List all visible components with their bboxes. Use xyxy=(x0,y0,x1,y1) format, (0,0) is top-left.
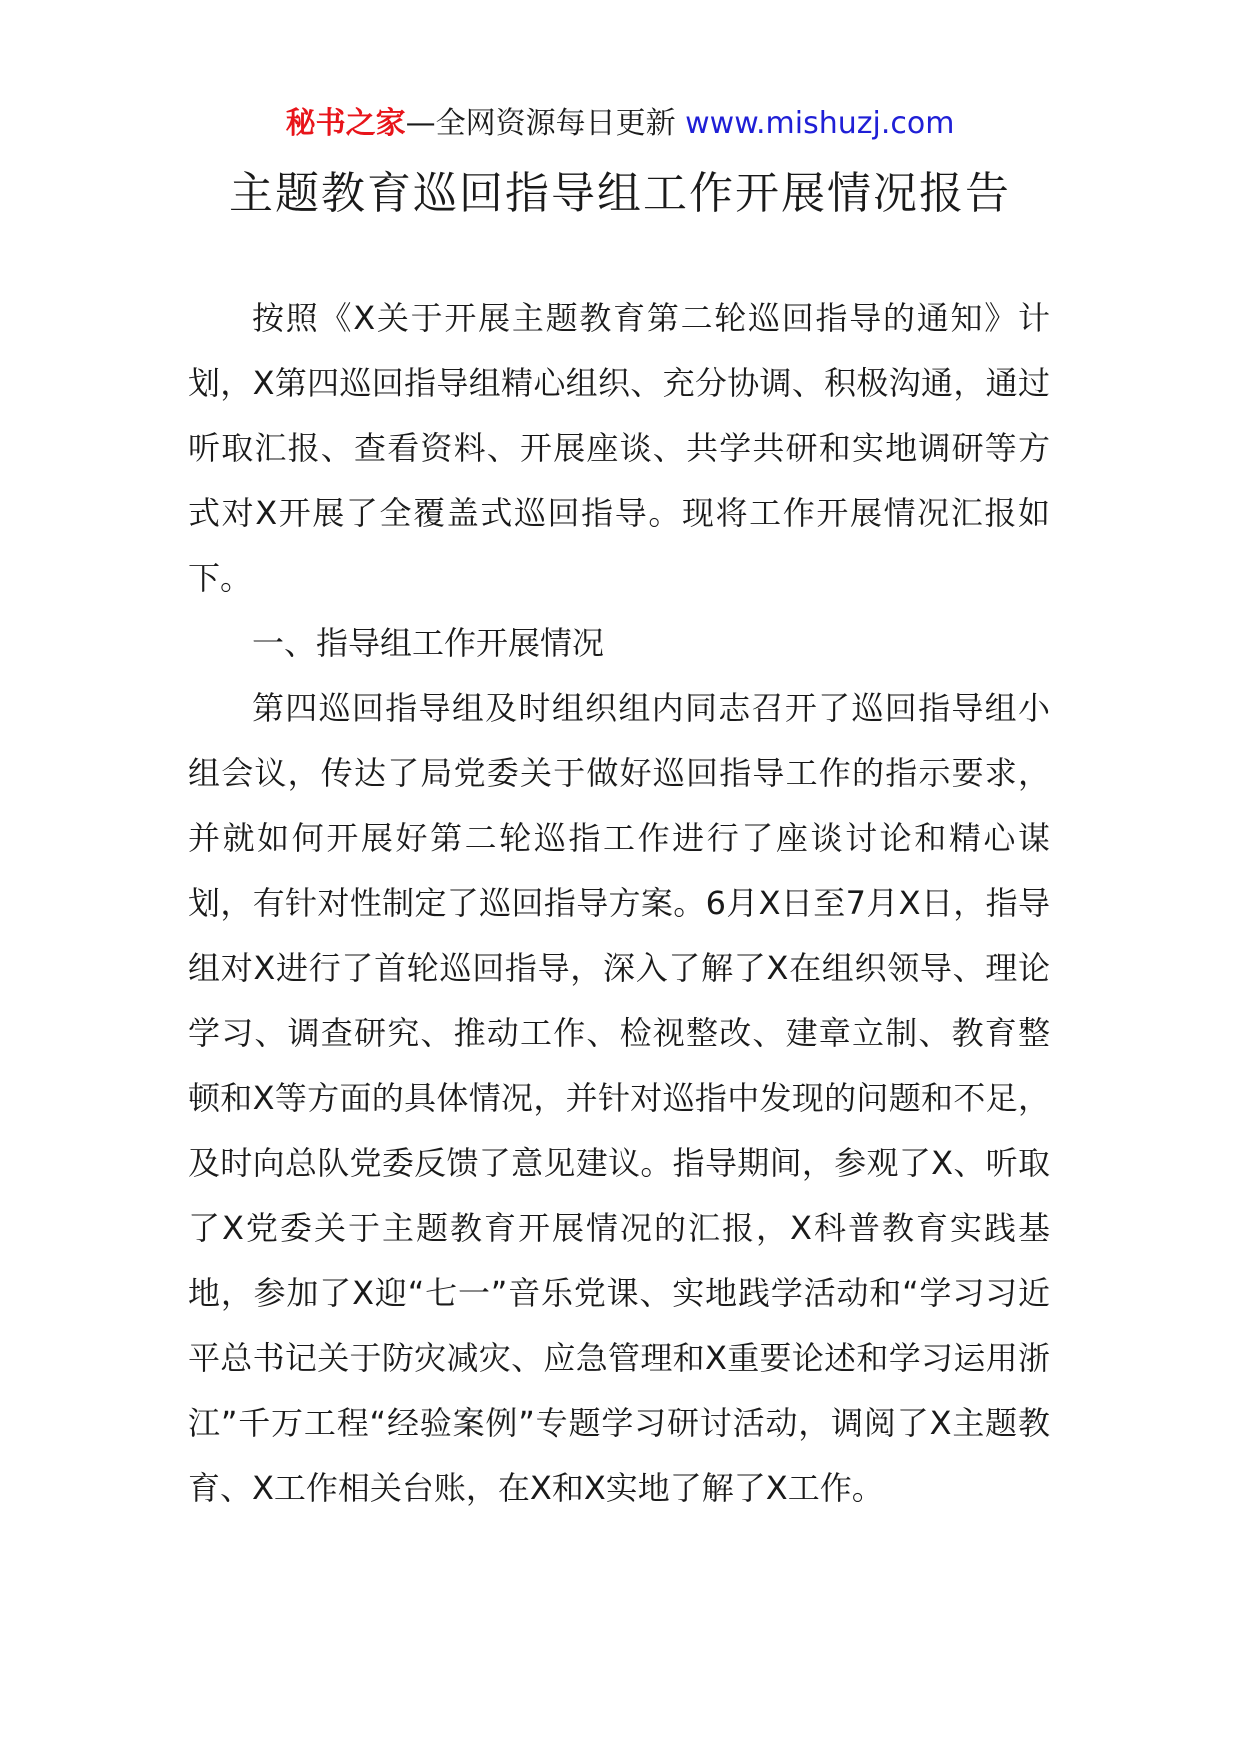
site-url-link[interactable]: www.mishuzj.com xyxy=(685,106,955,141)
header-tagline: —全网资源每日更新 xyxy=(405,106,676,141)
document-body xyxy=(188,286,1050,1521)
header-banner xyxy=(0,104,1240,144)
intro-paragraph: 按照《X关于开展主题教育第二轮巡回指导的通知》计划，X第四巡回指导组精心组织、充分协调、积极沟通，通过听取汇报、查看资料、开展座谈、共学共研和实地调研等方式对X开展了全覆盖式巡回指导。现将工作开展情况汇报如下。 xyxy=(188,299,1050,597)
section-heading: 一、指导组工作开展情况 xyxy=(252,624,605,662)
document-title: 主题教育巡回指导组工作开展情况报告 xyxy=(229,168,1011,219)
brand-name: 秘书之家 xyxy=(285,106,406,141)
body-paragraph: 第四巡回指导组及时组织组内同志召开了巡回指导组小组会议，传达了局党委关于做好巡回指导工作的指示要求，并就如何开展好第二轮巡指工作进行了座谈讨论和精心谋划，有针对性制定了巡回指导方案。6月X日至7月X日，指导组对X进行了首轮巡回指导，深入了解了X在组织领导、理论学习、调查研究、推动工作、检视整改、建章立制、教育整顿和X等方面的具体情况，并针对巡指中发现的问题和不足，及时向总队党委反馈了意见建议。指导期间，参观了X、听取了X党委关于主题教育开展情况的汇报，X科普教育实践基地，参加了X迎“七一”音乐党课、实地践学活动和“学习习近平总书记关于防灾减灾、应急管理和X重要论述和学习运用浙江”千万工程“经验案例”专题学习研讨活动，调阅了X主题教育、X工作相关台账，在X和X实地了解了X工作。 xyxy=(188,689,1050,1507)
